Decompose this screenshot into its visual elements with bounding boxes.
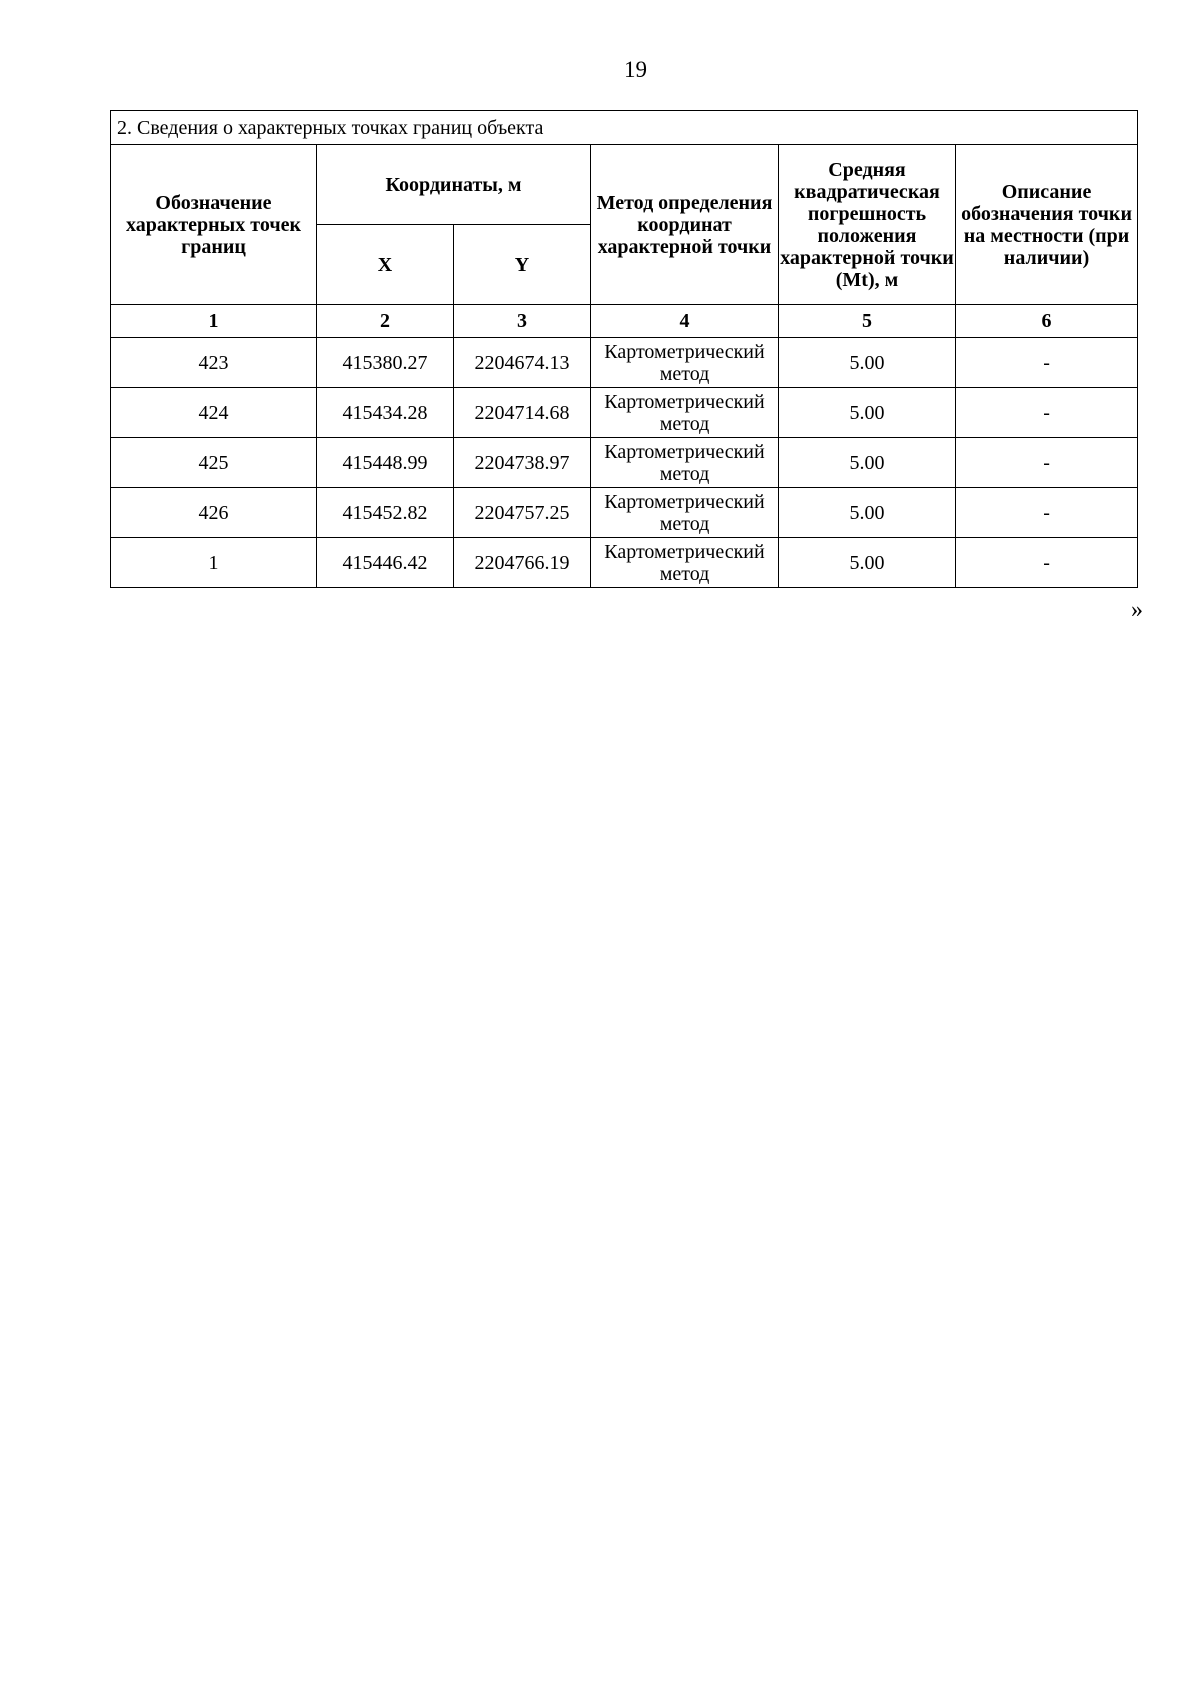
column-number: 5 [779,305,956,338]
header-y: Y [454,225,591,305]
description-cell: - [956,488,1138,538]
error-cell: 5.00 [779,438,956,488]
header-x: X [317,225,454,305]
description-cell: - [956,438,1138,488]
column-number: 4 [591,305,779,338]
error-cell: 5.00 [779,538,956,588]
column-number: 1 [111,305,317,338]
table-row [111,538,1138,588]
x-coordinate: 415452.82 [317,488,454,538]
y-coordinate: 2204674.13 [454,338,591,388]
table-row [111,438,1138,488]
column-number: 3 [454,305,591,338]
table-row [111,388,1138,438]
column-number: 2 [317,305,454,338]
error-cell: 5.00 [779,338,956,388]
x-coordinate: 415448.99 [317,438,454,488]
description-cell: - [956,538,1138,588]
column-number: 6 [956,305,1138,338]
characteristic-points-table [110,110,1138,588]
method-cell: Картометрический метод [591,388,779,438]
point-number: 1 [111,538,317,588]
header-error: Средняя квадратическая погрешность положения характерной точки (Mt), м [779,145,956,305]
header-designation: Обозначение характерных точек границ [111,145,317,305]
point-number: 423 [111,338,317,388]
x-coordinate: 415446.42 [317,538,454,588]
description-cell: - [956,338,1138,388]
description-cell: - [956,388,1138,438]
y-coordinate: 2204757.25 [454,488,591,538]
table-row [111,338,1138,388]
header-method: Метод определения координат характерной точки [591,145,779,305]
point-number: 425 [111,438,317,488]
method-cell: Картометрический метод [591,438,779,488]
closing-quote-mark: » [1131,597,1143,623]
error-cell: 5.00 [779,488,956,538]
error-cell: 5.00 [779,388,956,438]
method-cell: Картометрический метод [591,338,779,388]
point-number: 426 [111,488,317,538]
table-row [111,488,1138,538]
y-coordinate: 2204714.68 [454,388,591,438]
y-coordinate: 2204738.97 [454,438,591,488]
x-coordinate: 415380.27 [317,338,454,388]
header-description: Описание обозначения точки на местности (при наличии) [956,145,1138,305]
y-coordinate: 2204766.19 [454,538,591,588]
section-title: 2. Сведения о характерных точках границ объекта [111,111,1138,145]
method-cell: Картометрический метод [591,488,779,538]
method-cell: Картометрический метод [591,538,779,588]
page-number: 19 [624,57,647,82]
x-coordinate: 415434.28 [317,388,454,438]
point-number: 424 [111,388,317,438]
header-coordinates: Координаты, м [317,145,591,225]
